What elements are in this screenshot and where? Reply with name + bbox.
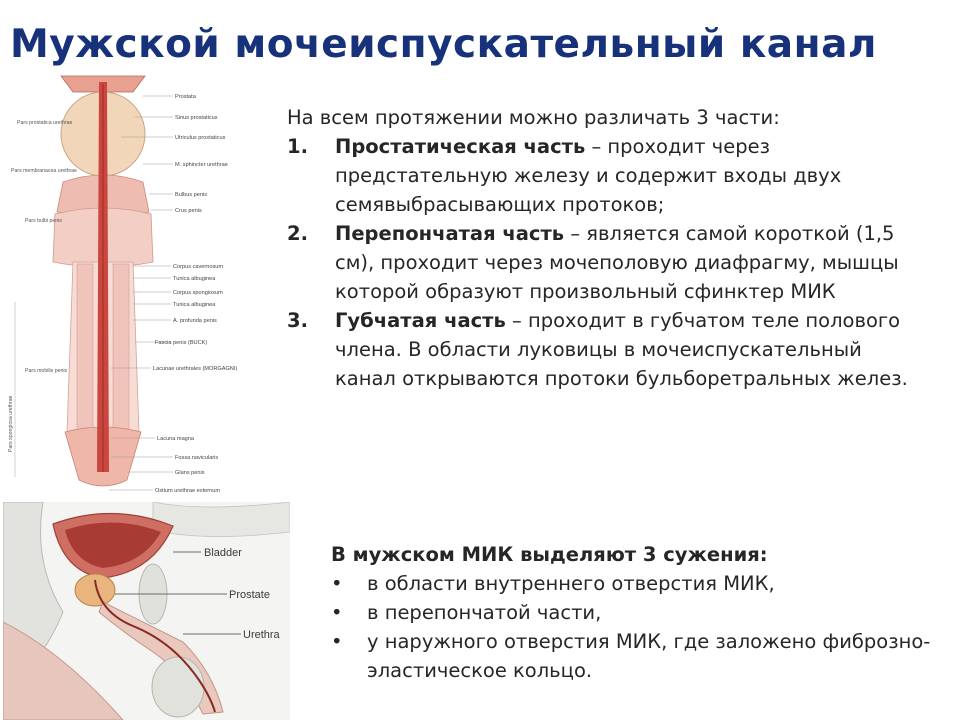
prostate-blob [75, 574, 115, 606]
label-lacuna-magna: Lacuna magna [157, 436, 195, 442]
label-pars-mobilis: Pars mobilis penis [25, 368, 68, 374]
bullet: • [331, 630, 343, 653]
part-description: – проходит через предстательную железу и содержит входы двух семявыбрасывающих протоков; [335, 135, 842, 216]
label-pars-prostatica: Pars prostatica urethrae [17, 120, 73, 126]
part-name: Простатическая часть [335, 135, 586, 158]
narrowings-heading: В мужском МИК выделяют 3 сужения: [331, 543, 768, 566]
label-sphincter: M. sphincter urethrae [175, 162, 228, 168]
label-prostata: Prostata [175, 94, 196, 100]
label-utriculus: Utriculus prostaticus [175, 135, 226, 141]
part-item [287, 306, 927, 393]
label-pars-spongiosa: Pars spongiosa urethrae [8, 395, 14, 452]
narrowing-item [331, 598, 941, 627]
part-item [287, 132, 927, 219]
label-corpus-spongiosum: Corpus spongiosum [173, 290, 223, 296]
part-item [287, 219, 927, 306]
label-bulbus-penis: Bulbus penis [175, 192, 208, 198]
label-urethra: Urethra [243, 629, 280, 641]
slide-title: Мужской мочеиспускательный канал [10, 22, 877, 67]
label-pars-bulbi: Pars bulbi penis [25, 218, 62, 224]
label-bladder: Bladder [204, 547, 242, 559]
label-pars-membranacea: Pars membranacea urethrae [11, 168, 78, 174]
bullet: • [331, 601, 343, 624]
narrowing-item [331, 627, 941, 685]
narrowing-text: у наружного отверстия МИК, где заложено фиброзно-эластическое кольцо. [367, 630, 931, 682]
narrowing-text: в области внутреннего отверстия МИК, [367, 572, 775, 595]
part-description: – проходит в губчатом теле полового члена. В области луковицы в мочеиспускательный канал открываются протоки бульборетральных желез. [335, 309, 908, 390]
part-number: 2. [287, 222, 308, 245]
label-ostium: Ostium urethrae externum [155, 488, 220, 494]
label-fossa-navicularis: Fossa navicularis [175, 455, 219, 461]
label-a-profunda: A. profunda penis [173, 318, 217, 324]
narrowings-list [331, 569, 941, 685]
label-sinus-prostaticus: Sinus prostaticus [175, 115, 218, 121]
label-crus-penis: Crus penis [175, 208, 202, 214]
label-glans-penis: Glans penis [175, 470, 205, 476]
intro-text: На всем протяжении можно различать 3 части: [287, 106, 780, 129]
narrowings-section [331, 540, 941, 685]
label-fascia-penis: Fascia penis (BUCK) [155, 340, 208, 346]
part-number: 3. [287, 309, 308, 332]
label-prostate: Prostate [229, 589, 270, 601]
label-corpus-cavernosum: Corpus cavernosum [173, 264, 224, 270]
bullet: • [331, 572, 343, 595]
part-description: – является самой короткой (1,5 см), проходит через мочеполовую диафрагму, мышцы которой образуют произвольный сфинктер МИК [335, 222, 899, 303]
narrowing-text: в перепончатой части, [367, 601, 602, 624]
pelvis-sagittal-figure [3, 502, 290, 720]
label-lacunae: Lacunae urethrales (MORGAGNI) [153, 366, 238, 372]
label-tunica-1: Tunica albuginea [173, 276, 216, 282]
part-name: Перепончатая часть [335, 222, 565, 245]
label-tunica-2: Tunica albuginea [173, 302, 216, 308]
urethra-section-figure [3, 72, 240, 500]
part-number: 1. [287, 135, 308, 158]
narrowing-item [331, 569, 941, 598]
parts-list [287, 132, 927, 393]
part-name: Губчатая часть [335, 309, 506, 332]
